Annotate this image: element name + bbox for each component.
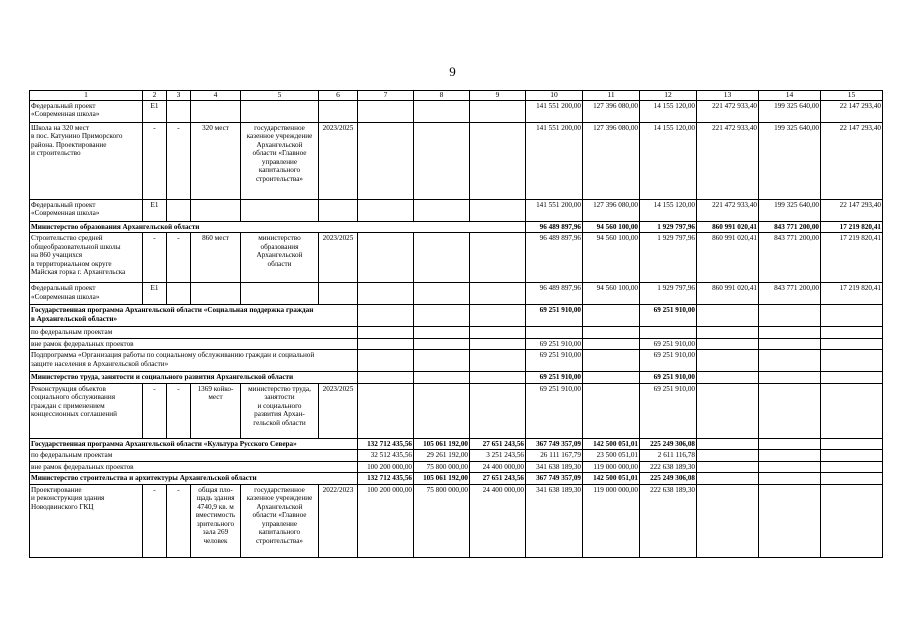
cell-c12: 14 155 120,00 — [640, 199, 697, 221]
cell-c5: министерство образования Архангельской области — [241, 233, 319, 283]
cell-c12: 69 251 910,00 — [640, 305, 697, 327]
cell-c14 — [759, 338, 821, 350]
cell-c7 — [358, 338, 414, 350]
cell-c15 — [821, 484, 883, 557]
table-row — [30, 350, 883, 372]
cell-c15: 22 147 293,40 — [821, 122, 883, 199]
cell-c10: 141 551 200,00 — [526, 122, 583, 199]
cell-c9 — [470, 350, 526, 372]
cell-c1: Школа на 320 мест в пос. Катунино Приморского района. Проектирование и строительство — [30, 122, 143, 199]
cell-c12: 225 249 306,08 — [640, 438, 697, 450]
table-row — [30, 221, 883, 233]
cell-c4: 320 мест — [191, 122, 241, 199]
cell-c14: 843 771 200,00 — [759, 283, 821, 305]
table-row — [30, 372, 883, 384]
cell-c12: 222 638 189,30 — [640, 461, 697, 473]
cell-c14 — [759, 305, 821, 327]
column-number-2: 2 — [143, 91, 167, 101]
cell-c11: 23 500 051,01 — [583, 450, 640, 462]
cell-c15: 17 219 820,41 — [821, 233, 883, 283]
cell-c6 — [319, 100, 358, 122]
column-number-9: 9 — [470, 91, 526, 101]
cell-c6: 2023/2025 — [319, 233, 358, 283]
cell-c10: 341 638 189,30 — [526, 461, 583, 473]
cell-c7 — [358, 233, 414, 283]
cell-c5 — [241, 199, 319, 221]
cell-c8 — [414, 199, 470, 221]
column-number-11: 11 — [583, 91, 640, 101]
table-row — [30, 383, 883, 438]
column-number-row — [30, 91, 883, 101]
column-number-5: 5 — [241, 91, 319, 101]
cell-c9 — [470, 199, 526, 221]
cell-c11 — [583, 372, 640, 384]
cell-c4: 860 мест — [191, 233, 241, 283]
cell-c9: 24 400 000,00 — [470, 484, 526, 557]
table-row — [30, 438, 883, 450]
cell-c10: 69 251 910,00 — [526, 372, 583, 384]
cell-c1: Строительство средней общеобразовательной школы на 860 учащихся в территориальном округе Майская горка г. Архангельска — [30, 233, 143, 283]
cell-c9 — [470, 122, 526, 199]
cell-c3: - — [167, 233, 191, 283]
cell-c10: 26 111 167,79 — [526, 450, 583, 462]
cell-c14 — [759, 438, 821, 450]
cell-c14 — [759, 484, 821, 557]
cell-c11: 94 560 100,00 — [583, 283, 640, 305]
cell-c13 — [697, 372, 759, 384]
cell-c7 — [358, 350, 414, 372]
cell-c3: - — [167, 122, 191, 199]
table-row — [30, 473, 883, 485]
cell-c6: 2022/2023 — [319, 484, 358, 557]
cell-c11: 94 560 100,00 — [583, 221, 640, 233]
cell-c14: 199 325 640,00 — [759, 100, 821, 122]
column-number-15: 15 — [821, 91, 883, 101]
column-number-1: 1 — [30, 91, 143, 101]
cell-c15 — [821, 350, 883, 372]
cell-c13 — [697, 450, 759, 462]
column-number-3: 3 — [167, 91, 191, 101]
cell-c5: государственное казенное учреждение Архангельской области «Главное управление капитального строительства» — [241, 122, 319, 199]
cell-c15 — [821, 438, 883, 450]
cell-c5: министерство труда, занятости и социального развития Архан- гельской области — [241, 383, 319, 438]
cell-c9 — [470, 338, 526, 350]
cell-c10: 69 251 910,00 — [526, 305, 583, 327]
cell-c11: 127 396 080,00 — [583, 122, 640, 199]
cell-c7 — [358, 100, 414, 122]
cell-c15 — [821, 383, 883, 438]
cell-c3 — [167, 283, 191, 305]
cell-c13: 860 991 020,41 — [697, 233, 759, 283]
cell-c13: 221 472 933,40 — [697, 199, 759, 221]
cell-c9: 27 651 243,56 — [470, 473, 526, 485]
cell-c3 — [167, 100, 191, 122]
cell-c4: 1369 койко- мест — [191, 383, 241, 438]
cell-c7 — [358, 283, 414, 305]
cell-c14 — [759, 450, 821, 462]
cell-c14 — [759, 372, 821, 384]
budget-table — [29, 90, 883, 558]
table-row — [30, 122, 883, 199]
cell-c12: 1 929 797,96 — [640, 221, 697, 233]
cell-c9 — [470, 372, 526, 384]
cell-c9 — [470, 283, 526, 305]
cell-c12: 1 929 797,96 — [640, 233, 697, 283]
cell-c10 — [526, 327, 583, 339]
cell-c11: 119 000 000,00 — [583, 484, 640, 557]
cell-c3: - — [167, 383, 191, 438]
table-row — [30, 100, 883, 122]
cell-c2: - — [143, 484, 167, 557]
cell-c10: 367 749 357,09 — [526, 438, 583, 450]
table-row — [30, 305, 883, 327]
cell-c5: государственное казенное учреждение Архангельской области «Главное управление капитального строительства» — [241, 484, 319, 557]
cell-c8: 75 800 000,00 — [414, 461, 470, 473]
cell-c12: 222 638 189,30 — [640, 484, 697, 557]
cell-c8: 105 061 192,00 — [414, 438, 470, 450]
cell-c7 — [358, 383, 414, 438]
cell-c12: 225 249 306,08 — [640, 473, 697, 485]
cell-c11: 119 000 000,00 — [583, 461, 640, 473]
cell-c2: - — [143, 383, 167, 438]
cell-c9: 3 251 243,56 — [470, 450, 526, 462]
cell-c12: 69 251 910,00 — [640, 338, 697, 350]
table-row — [30, 450, 883, 462]
cell-c10: 141 551 200,00 — [526, 100, 583, 122]
table-row — [30, 461, 883, 473]
cell-c12: 1 929 797,96 — [640, 283, 697, 305]
cell-label: Министерство труда, занятости и социального развития Архангельской области — [30, 372, 358, 384]
column-number-4: 4 — [191, 91, 241, 101]
cell-c6 — [319, 199, 358, 221]
cell-c14: 199 325 640,00 — [759, 122, 821, 199]
cell-label: вне рамок федеральных проектов — [30, 338, 358, 350]
cell-c10: 367 749 357,09 — [526, 473, 583, 485]
cell-c1: Федеральный проект «Современная школа» — [30, 100, 143, 122]
cell-c12: 14 155 120,00 — [640, 100, 697, 122]
cell-label: Государственная программа Архангельской области «Культура Русского Севера» — [30, 438, 358, 450]
cell-c7: 132 712 435,56 — [358, 438, 414, 450]
cell-c7 — [358, 327, 414, 339]
cell-c9: 27 651 243,56 — [470, 438, 526, 450]
cell-c1: Федеральный проект «Современная школа» — [30, 199, 143, 221]
table-body — [30, 91, 883, 558]
page-number: 9 — [449, 64, 456, 79]
cell-c7: 100 200 000,00 — [358, 461, 414, 473]
cell-c10: 96 489 897,96 — [526, 283, 583, 305]
cell-c8 — [414, 283, 470, 305]
cell-c11 — [583, 338, 640, 350]
cell-c8 — [414, 122, 470, 199]
column-number-7: 7 — [358, 91, 414, 101]
cell-c8 — [414, 233, 470, 283]
cell-c10: 69 251 910,00 — [526, 338, 583, 350]
column-number-13: 13 — [697, 91, 759, 101]
cell-c10: 96 489 897,96 — [526, 221, 583, 233]
cell-c15 — [821, 473, 883, 485]
cell-c8 — [414, 305, 470, 327]
cell-c14 — [759, 473, 821, 485]
cell-c15 — [821, 305, 883, 327]
cell-c12: 14 155 120,00 — [640, 122, 697, 199]
cell-c5 — [241, 283, 319, 305]
column-number-14: 14 — [759, 91, 821, 101]
cell-c8: 29 261 192,00 — [414, 450, 470, 462]
cell-c11: 127 396 080,00 — [583, 100, 640, 122]
column-number-6: 6 — [319, 91, 358, 101]
cell-c2: E1 — [143, 283, 167, 305]
cell-c7 — [358, 305, 414, 327]
cell-c13 — [697, 350, 759, 372]
cell-c8: 75 800 000,00 — [414, 484, 470, 557]
cell-c15 — [821, 327, 883, 339]
cell-c6: 2023/2025 — [319, 122, 358, 199]
cell-c6: 2023/2025 — [319, 383, 358, 438]
column-number-8: 8 — [414, 91, 470, 101]
cell-c13 — [697, 305, 759, 327]
cell-c13 — [697, 327, 759, 339]
cell-label: по федеральным проектам — [30, 327, 358, 339]
cell-label: по федеральным проектам — [30, 450, 358, 462]
cell-c1: Проектирование и реконструкция здания Новодвинского ГКЦ — [30, 484, 143, 557]
cell-c7 — [358, 372, 414, 384]
cell-c12 — [640, 327, 697, 339]
cell-c10: 69 251 910,00 — [526, 383, 583, 438]
cell-c11 — [583, 350, 640, 372]
cell-c7: 132 712 435,56 — [358, 473, 414, 485]
cell-c15: 17 219 820,41 — [821, 221, 883, 233]
cell-label: Министерство образования Архангельской области — [30, 221, 526, 233]
cell-c13: 860 991 020,41 — [697, 283, 759, 305]
cell-c4: общая пло- щадь здания 4740,9 кв. м вместимость зрительного зала 269 человек — [191, 484, 241, 557]
cell-c7: 100 200 000,00 — [358, 484, 414, 557]
cell-c10: 69 251 910,00 — [526, 350, 583, 372]
cell-c2: E1 — [143, 100, 167, 122]
cell-c3 — [167, 199, 191, 221]
cell-c8 — [414, 338, 470, 350]
cell-c7 — [358, 199, 414, 221]
cell-c1: Реконструкция объектов социального обслуживания граждан с применением концессионных соглашений — [30, 383, 143, 438]
cell-label: Подпрограмма «Организация работы по социальному обслуживанию граждан и социальной защите населения в Архангельской области» — [30, 350, 358, 372]
cell-c14: 843 771 200,00 — [759, 233, 821, 283]
cell-c9 — [470, 305, 526, 327]
cell-c13: 860 991 020,41 — [697, 221, 759, 233]
cell-c9 — [470, 233, 526, 283]
cell-c4 — [191, 100, 241, 122]
cell-c10: 341 638 189,30 — [526, 484, 583, 557]
cell-c8 — [414, 327, 470, 339]
cell-c12: 69 251 910,00 — [640, 383, 697, 438]
cell-c9 — [470, 327, 526, 339]
cell-c12: 2 611 116,78 — [640, 450, 697, 462]
cell-c2: E1 — [143, 199, 167, 221]
cell-c15: 22 147 293,40 — [821, 199, 883, 221]
cell-c13 — [697, 461, 759, 473]
cell-c14: 199 325 640,00 — [759, 199, 821, 221]
cell-c5 — [241, 100, 319, 122]
cell-c4 — [191, 199, 241, 221]
cell-c11: 142 500 051,01 — [583, 473, 640, 485]
cell-c6 — [319, 283, 358, 305]
table-row — [30, 283, 883, 305]
cell-c13: 221 472 933,40 — [697, 100, 759, 122]
cell-c13 — [697, 438, 759, 450]
table-row — [30, 233, 883, 283]
column-number-12: 12 — [640, 91, 697, 101]
cell-c14 — [759, 327, 821, 339]
cell-c8 — [414, 383, 470, 438]
cell-c11: 127 396 080,00 — [583, 199, 640, 221]
cell-c7: 32 512 435,56 — [358, 450, 414, 462]
cell-c8: 105 061 192,00 — [414, 473, 470, 485]
cell-c9: 24 400 000,00 — [470, 461, 526, 473]
table-row — [30, 327, 883, 339]
cell-c15 — [821, 461, 883, 473]
cell-c2: - — [143, 122, 167, 199]
cell-c11: 142 500 051,01 — [583, 438, 640, 450]
cell-c11 — [583, 383, 640, 438]
cell-c11 — [583, 305, 640, 327]
table-row — [30, 199, 883, 221]
cell-label: Государственная программа Архангельской области «Социальная поддержка граждан в Архангельской области» — [30, 305, 358, 327]
cell-c3: - — [167, 484, 191, 557]
cell-c2: - — [143, 233, 167, 283]
cell-c11: 94 560 100,00 — [583, 233, 640, 283]
cell-c13 — [697, 383, 759, 438]
cell-c8 — [414, 350, 470, 372]
cell-c8 — [414, 100, 470, 122]
cell-label: вне рамок федеральных проектов — [30, 461, 358, 473]
cell-c10: 96 489 897,96 — [526, 233, 583, 283]
cell-c1: Федеральный проект «Современная школа» — [30, 283, 143, 305]
cell-c14 — [759, 383, 821, 438]
cell-c13 — [697, 484, 759, 557]
cell-c12: 69 251 910,00 — [640, 372, 697, 384]
cell-c9 — [470, 383, 526, 438]
cell-c13 — [697, 338, 759, 350]
cell-c12: 69 251 910,00 — [640, 350, 697, 372]
cell-c14 — [759, 461, 821, 473]
cell-c11 — [583, 327, 640, 339]
table-row — [30, 484, 883, 557]
cell-c13: 221 472 933,40 — [697, 122, 759, 199]
cell-c10: 141 551 200,00 — [526, 199, 583, 221]
cell-c14: 843 771 200,00 — [759, 221, 821, 233]
cell-label: Министерство строительства и архитектуры Архангельской области — [30, 473, 358, 485]
cell-c15 — [821, 450, 883, 462]
cell-c8 — [414, 372, 470, 384]
cell-c15 — [821, 372, 883, 384]
cell-c15: 17 219 820,41 — [821, 283, 883, 305]
column-number-10: 10 — [526, 91, 583, 101]
table-row — [30, 338, 883, 350]
cell-c15 — [821, 338, 883, 350]
cell-c15: 22 147 293,40 — [821, 100, 883, 122]
cell-c9 — [470, 100, 526, 122]
cell-c7 — [358, 122, 414, 199]
cell-c4 — [191, 283, 241, 305]
cell-c13 — [697, 473, 759, 485]
cell-c14 — [759, 350, 821, 372]
